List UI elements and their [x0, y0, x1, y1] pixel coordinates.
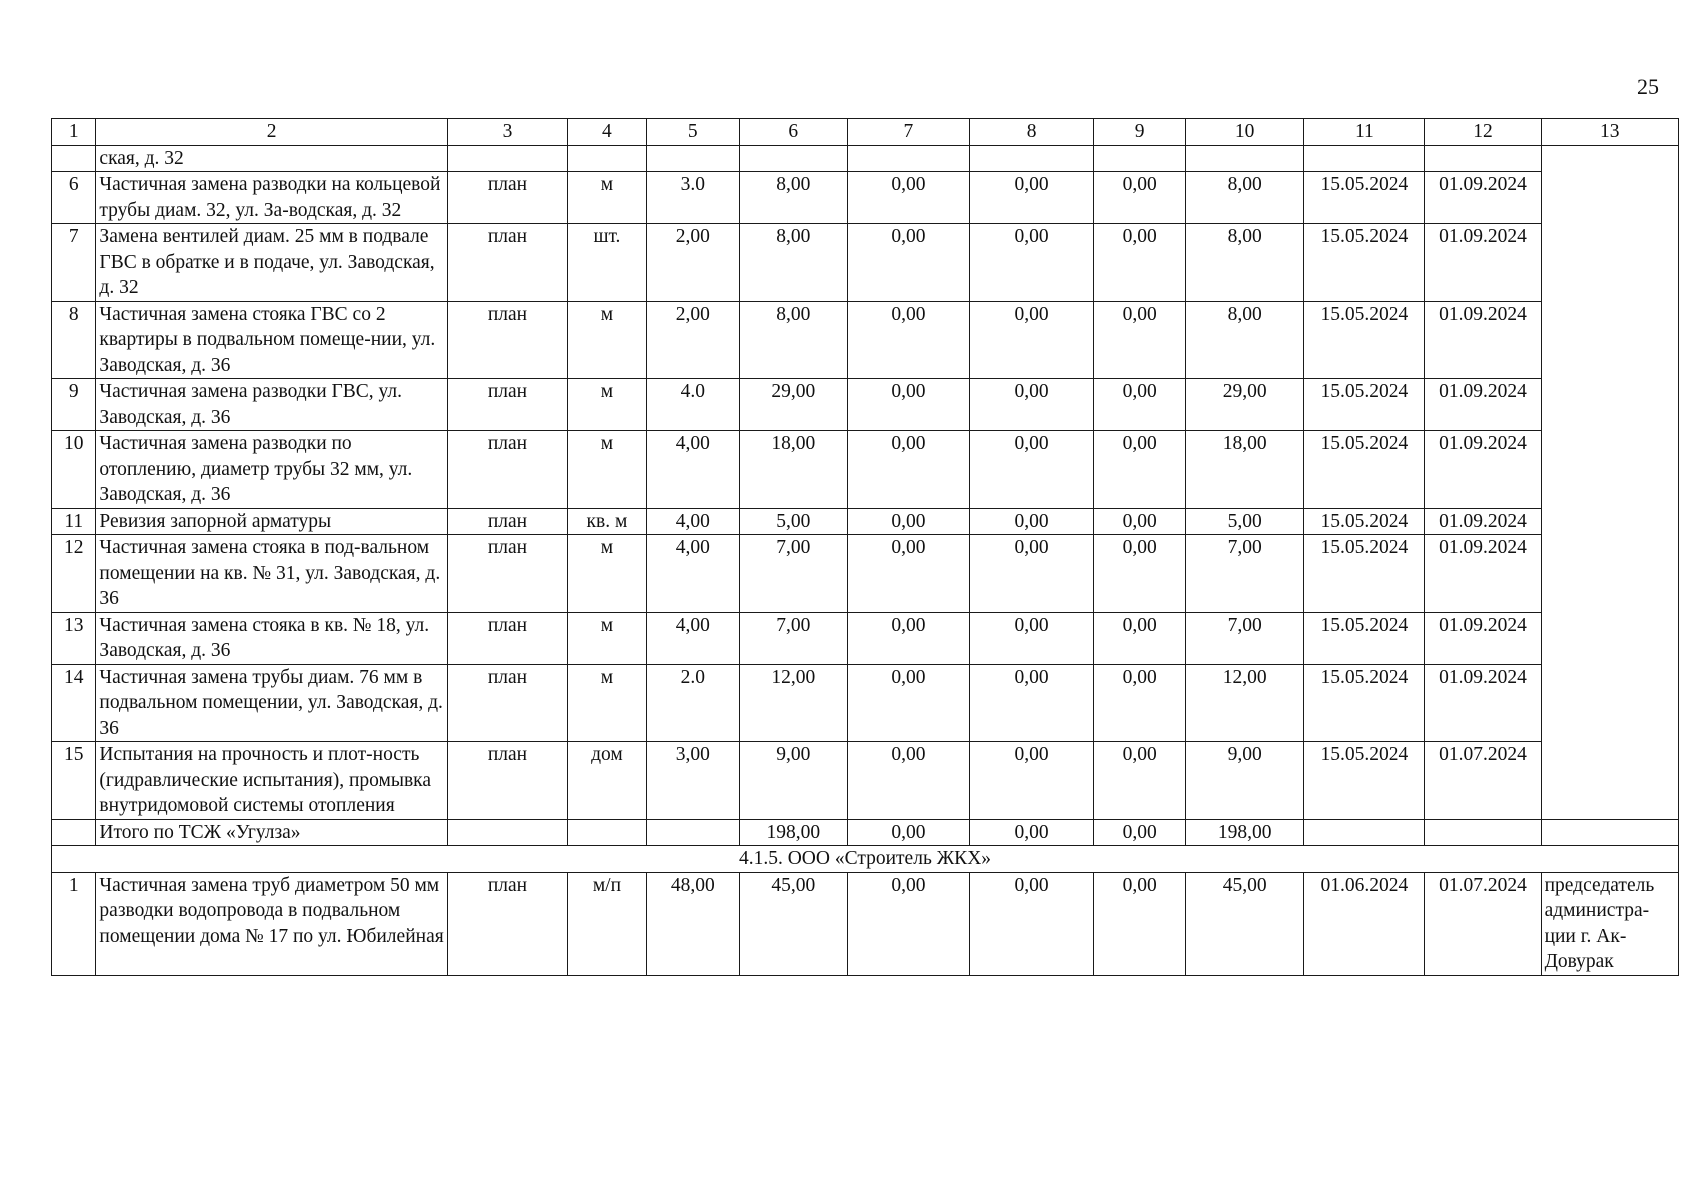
header-cell: 7 — [847, 119, 969, 146]
table-row — [52, 535, 1679, 613]
work-description: Частичная замена стояка ГВС со 2 квартиры в подвальном помеще-нии, ул. Заводская, д. 36 — [96, 301, 447, 379]
end-date: 01.09.2024 — [1425, 224, 1541, 302]
column-9: 0,00 — [1094, 872, 1186, 975]
column-10: 18,00 — [1186, 431, 1304, 509]
column-8: 0,00 — [969, 172, 1093, 224]
column-5: 2.0 — [646, 664, 739, 742]
plan-type: план — [447, 431, 567, 509]
unit: м — [568, 612, 647, 664]
header-cell: 3 — [447, 119, 567, 146]
plan-type: план — [447, 224, 567, 302]
page-number: 25 — [1637, 74, 1659, 99]
column-7: 0,00 — [847, 872, 969, 975]
empty-cell — [447, 145, 567, 172]
row-number: 6 — [52, 172, 96, 224]
end-date: 01.07.2024 — [1425, 872, 1541, 975]
plan-type: план — [447, 172, 567, 224]
unit: кв. м — [568, 508, 647, 535]
row-number: 10 — [52, 431, 96, 509]
plan-type: план — [447, 612, 567, 664]
column-5: 4,00 — [646, 535, 739, 613]
empty-cell — [1186, 145, 1304, 172]
empty-cell — [1541, 819, 1678, 846]
column-9: 0,00 — [1094, 535, 1186, 613]
column-8: 0,00 — [969, 872, 1093, 975]
responsible: председатель администра-ции г. Ак-Довурак — [1541, 872, 1678, 975]
column-8: 0,00 — [969, 301, 1093, 379]
work-description: Частичная замена труб диаметром 50 мм разводки водопровода в подвальном помещении дома № 17 по ул. Юбилейная — [96, 872, 447, 975]
column-8: 0,00 — [969, 664, 1093, 742]
column-7: 0,00 — [847, 301, 969, 379]
column-5: 4,00 — [646, 508, 739, 535]
plan-type: план — [447, 872, 567, 975]
header-cell: 10 — [1186, 119, 1304, 146]
unit: м/п — [568, 872, 647, 975]
column-6: 7,00 — [739, 612, 847, 664]
unit: м — [568, 379, 647, 431]
work-description: Частичная замена разводки по отоплению, диаметр трубы 32 мм, ул. Заводская, д. 36 — [96, 431, 447, 509]
column-9: 0,00 — [1094, 508, 1186, 535]
table-row — [52, 872, 1679, 975]
column-6: 8,00 — [739, 224, 847, 302]
column-10: 12,00 — [1186, 664, 1304, 742]
column-5: 48,00 — [646, 872, 739, 975]
plan-type: план — [447, 742, 567, 820]
work-description: Ревизия запорной арматуры — [96, 508, 447, 535]
total-c7: 0,00 — [847, 819, 969, 846]
column-7: 0,00 — [847, 664, 969, 742]
empty-cell — [1304, 145, 1425, 172]
row-number: 1 — [52, 872, 96, 975]
empty-cell — [1425, 145, 1541, 172]
header-cell: 9 — [1094, 119, 1186, 146]
empty-cell — [646, 145, 739, 172]
column-8: 0,00 — [969, 379, 1093, 431]
column-6: 18,00 — [739, 431, 847, 509]
total-c10: 198,00 — [1186, 819, 1304, 846]
column-6: 5,00 — [739, 508, 847, 535]
total-c6: 198,00 — [739, 819, 847, 846]
start-date: 15.05.2024 — [1304, 742, 1425, 820]
plan-type: план — [447, 664, 567, 742]
end-date: 01.09.2024 — [1425, 535, 1541, 613]
table-row — [52, 172, 1679, 224]
empty-cell — [646, 819, 739, 846]
header-cell: 8 — [969, 119, 1093, 146]
column-10: 9,00 — [1186, 742, 1304, 820]
work-plan-table — [51, 118, 1679, 976]
empty-cell — [568, 819, 647, 846]
empty-cell — [1094, 145, 1186, 172]
work-description: Частичная замена стояка в кв. № 18, ул. Заводская, д. 36 — [96, 612, 447, 664]
row-number: 14 — [52, 664, 96, 742]
column-8: 0,00 — [969, 508, 1093, 535]
continuation-text: ская, д. 32 — [96, 145, 447, 172]
row-number: 7 — [52, 224, 96, 302]
column-5: 3.0 — [646, 172, 739, 224]
unit: шт. — [568, 224, 647, 302]
column-7: 0,00 — [847, 742, 969, 820]
row-number: 9 — [52, 379, 96, 431]
column-10: 7,00 — [1186, 535, 1304, 613]
section-title: 4.1.5. ООО «Строитель ЖКХ» — [52, 846, 1679, 873]
empty-cell — [568, 145, 647, 172]
plan-type: план — [447, 301, 567, 379]
header-cell: 4 — [568, 119, 647, 146]
column-5: 3,00 — [646, 742, 739, 820]
empty-cell — [52, 819, 96, 846]
column-9: 0,00 — [1094, 431, 1186, 509]
column-6: 8,00 — [739, 172, 847, 224]
column-10: 7,00 — [1186, 612, 1304, 664]
end-date: 01.09.2024 — [1425, 379, 1541, 431]
plan-type: план — [447, 535, 567, 613]
column-13-empty — [1541, 145, 1678, 819]
row-number: 13 — [52, 612, 96, 664]
start-date: 15.05.2024 — [1304, 508, 1425, 535]
table-row — [52, 508, 1679, 535]
empty-cell — [969, 145, 1093, 172]
column-7: 0,00 — [847, 612, 969, 664]
column-6: 45,00 — [739, 872, 847, 975]
start-date: 15.05.2024 — [1304, 172, 1425, 224]
column-9: 0,00 — [1094, 612, 1186, 664]
column-9: 0,00 — [1094, 379, 1186, 431]
continuation-row — [52, 145, 1679, 172]
table-row — [52, 612, 1679, 664]
unit: м — [568, 431, 647, 509]
column-7: 0,00 — [847, 379, 969, 431]
column-5: 2,00 — [646, 224, 739, 302]
column-7: 0,00 — [847, 172, 969, 224]
column-9: 0,00 — [1094, 301, 1186, 379]
header-cell: 13 — [1541, 119, 1678, 146]
total-c9: 0,00 — [1094, 819, 1186, 846]
column-9: 0,00 — [1094, 172, 1186, 224]
start-date: 01.06.2024 — [1304, 872, 1425, 975]
empty-cell — [1425, 819, 1541, 846]
end-date: 01.09.2024 — [1425, 431, 1541, 509]
column-6: 7,00 — [739, 535, 847, 613]
start-date: 15.05.2024 — [1304, 612, 1425, 664]
work-description: Частичная замена разводки ГВС, ул. Заводская, д. 36 — [96, 379, 447, 431]
column-10: 5,00 — [1186, 508, 1304, 535]
total-label: Итого по ТСЖ «Угулза» — [96, 819, 447, 846]
empty-cell — [52, 145, 96, 172]
column-8: 0,00 — [969, 535, 1093, 613]
unit: м — [568, 535, 647, 613]
column-8: 0,00 — [969, 742, 1093, 820]
column-5: 2,00 — [646, 301, 739, 379]
unit: м — [568, 172, 647, 224]
section-row — [52, 846, 1679, 873]
column-6: 12,00 — [739, 664, 847, 742]
column-9: 0,00 — [1094, 664, 1186, 742]
header-row — [52, 119, 1679, 146]
work-description: Частичная замена стояка в под-вальном помещении на кв. № 31, ул. Заводская, д. 36 — [96, 535, 447, 613]
header-cell: 5 — [646, 119, 739, 146]
end-date: 01.09.2024 — [1425, 664, 1541, 742]
row-number: 15 — [52, 742, 96, 820]
header-cell: 12 — [1425, 119, 1541, 146]
end-date: 01.09.2024 — [1425, 612, 1541, 664]
column-7: 0,00 — [847, 431, 969, 509]
total-c8: 0,00 — [969, 819, 1093, 846]
empty-cell — [847, 145, 969, 172]
start-date: 15.05.2024 — [1304, 535, 1425, 613]
column-10: 45,00 — [1186, 872, 1304, 975]
end-date: 01.09.2024 — [1425, 172, 1541, 224]
header-cell: 1 — [52, 119, 96, 146]
work-description: Частичная замена разводки на кольцевой трубы диам. 32, ул. За-водская, д. 32 — [96, 172, 447, 224]
table-row — [52, 379, 1679, 431]
start-date: 15.05.2024 — [1304, 431, 1425, 509]
header-cell: 11 — [1304, 119, 1425, 146]
column-5: 4,00 — [646, 431, 739, 509]
start-date: 15.05.2024 — [1304, 301, 1425, 379]
unit: м — [568, 301, 647, 379]
unit: дом — [568, 742, 647, 820]
end-date: 01.07.2024 — [1425, 742, 1541, 820]
column-5: 4,00 — [646, 612, 739, 664]
column-10: 8,00 — [1186, 224, 1304, 302]
column-6: 9,00 — [739, 742, 847, 820]
column-8: 0,00 — [969, 224, 1093, 302]
column-7: 0,00 — [847, 224, 969, 302]
empty-cell — [447, 819, 567, 846]
column-9: 0,00 — [1094, 742, 1186, 820]
start-date: 15.05.2024 — [1304, 379, 1425, 431]
empty-cell — [739, 145, 847, 172]
row-number: 12 — [52, 535, 96, 613]
table-row — [52, 664, 1679, 742]
column-7: 0,00 — [847, 508, 969, 535]
work-description: Частичная замена трубы диам. 76 мм в подвальном помещении, ул. Заводская, д. 36 — [96, 664, 447, 742]
plan-type: план — [447, 508, 567, 535]
column-8: 0,00 — [969, 431, 1093, 509]
end-date: 01.09.2024 — [1425, 508, 1541, 535]
plan-type: план — [447, 379, 567, 431]
table-row — [52, 431, 1679, 509]
column-10: 8,00 — [1186, 172, 1304, 224]
work-description: Испытания на прочность и плот-ность (гидравлические испытания), промывка внутридомовой системы отопления — [96, 742, 447, 820]
column-9: 0,00 — [1094, 224, 1186, 302]
total-row — [52, 819, 1679, 846]
row-number: 11 — [52, 508, 96, 535]
column-7: 0,00 — [847, 535, 969, 613]
start-date: 15.05.2024 — [1304, 224, 1425, 302]
unit: м — [568, 664, 647, 742]
start-date: 15.05.2024 — [1304, 664, 1425, 742]
column-10: 29,00 — [1186, 379, 1304, 431]
column-8: 0,00 — [969, 612, 1093, 664]
table-row — [52, 224, 1679, 302]
column-5: 4.0 — [646, 379, 739, 431]
header-cell: 6 — [739, 119, 847, 146]
column-10: 8,00 — [1186, 301, 1304, 379]
work-description: Замена вентилей диам. 25 мм в подвале ГВС в обратке и в подаче, ул. Заводская, д. 32 — [96, 224, 447, 302]
header-cell: 2 — [96, 119, 447, 146]
table-row — [52, 742, 1679, 820]
table-row — [52, 301, 1679, 379]
end-date: 01.09.2024 — [1425, 301, 1541, 379]
empty-cell — [1304, 819, 1425, 846]
row-number: 8 — [52, 301, 96, 379]
column-6: 8,00 — [739, 301, 847, 379]
column-6: 29,00 — [739, 379, 847, 431]
